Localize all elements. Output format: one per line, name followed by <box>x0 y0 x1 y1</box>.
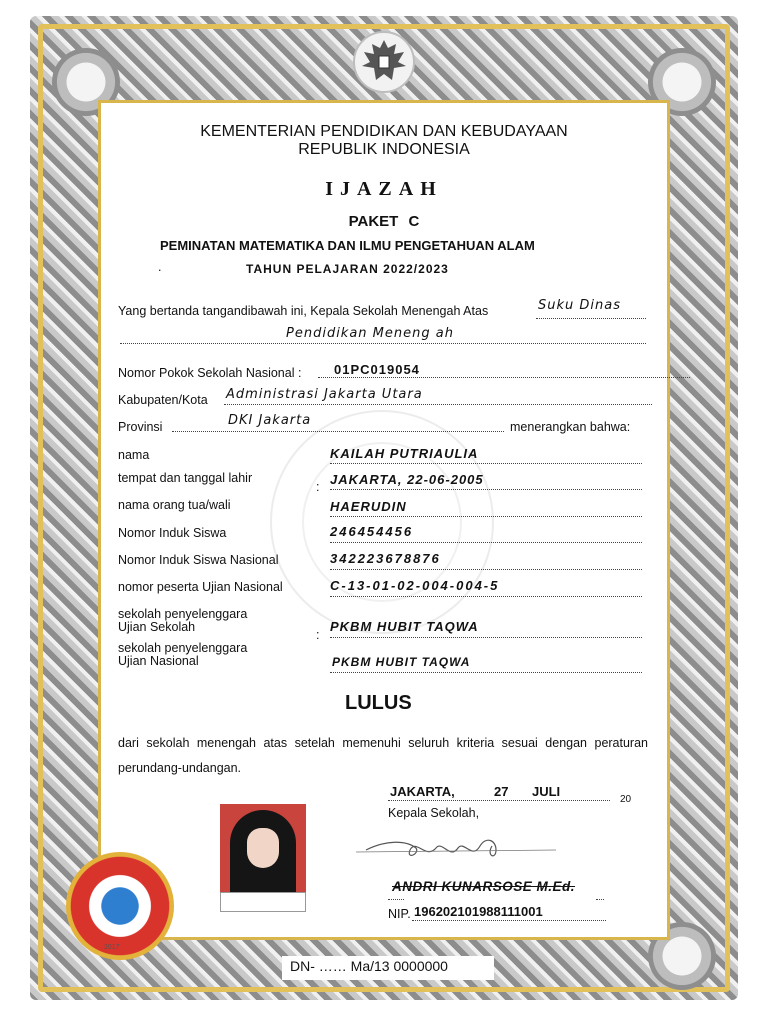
nip-value: 196202101988111001 <box>414 904 543 919</box>
menerangkan-label: menerangkan bahwa: <box>510 420 631 434</box>
result-status: LULUS <box>345 692 412 714</box>
field-label-line2: Ujian Nasional <box>118 654 199 668</box>
field-value: JAKARTA, 22-06-2005 <box>330 472 484 487</box>
sign-month: JULI <box>532 784 561 799</box>
academic-year: TAHUN PELAJARAN 2022/2023 <box>246 262 449 276</box>
serial-number: DN- …… Ma/13 0000000 <box>290 958 448 974</box>
field-label: Nomor Induk Siswa <box>118 526 227 540</box>
sign-year-partial: 20 <box>620 794 632 805</box>
field-value: PKBM HUBIT TAQWA <box>330 619 479 634</box>
npsn-value: 01PC019054 <box>334 362 420 377</box>
sign-role: Kepala Sekolah, <box>388 806 480 820</box>
field-value: HAERUDIN <box>330 499 407 514</box>
intro-value-2: Pendidikan Meneng ah <box>286 326 454 341</box>
nip-label: NIP. <box>388 907 411 921</box>
principal-name: ANDRI KUNARSOSE M.Ed. <box>392 879 576 894</box>
kabupaten-label: Kabupaten/Kota <box>118 393 208 407</box>
field-label: nomor peserta Ujian Nasional <box>118 580 283 594</box>
ministry-line-2: REPUBLIK INDONESIA <box>298 141 470 158</box>
field-label: nama <box>118 448 150 462</box>
field-value: 342223678876 <box>330 551 441 566</box>
intro-value-1: Suku Dinas <box>538 298 621 313</box>
provinsi-label: Provinsi <box>118 420 163 434</box>
intro-label: Yang bertanda tangandibawah ini, Kepala Sekolah Menengah Atas <box>118 304 489 318</box>
photo-caption-box <box>220 892 306 912</box>
school-seal-icon <box>66 852 174 960</box>
paket-label: PAKET C <box>348 213 420 230</box>
field-value: C-13-01-02-004-004-5 <box>330 578 500 593</box>
field-label <box>118 642 247 668</box>
document-title: IJAZAH <box>325 178 443 200</box>
sign-day: 27 <box>494 784 509 799</box>
field-label-line1: sekolah penyelenggara <box>118 641 248 655</box>
statement-text: dari sekolah menengah atas setelah memenuhi seluruh kriteria sesuai dengan peraturan perundang-undangan. <box>118 736 648 775</box>
sign-city: JAKARTA, <box>390 784 455 799</box>
field-label-line1: sekolah penyelenggara <box>118 607 248 621</box>
field-label-line2: Ujian Sekolah <box>118 620 196 634</box>
field-value: 246454456 <box>330 524 414 539</box>
garuda-emblem-icon <box>352 30 416 94</box>
field-label: Nomor Induk Siswa Nasional <box>118 553 279 567</box>
field-colon: : <box>316 480 320 494</box>
stray-dot: . <box>158 260 162 274</box>
school-watermark <box>270 410 494 634</box>
ministry-line-1: KEMENTERIAN PENDIDIKAN DAN KEBUDAYAAN <box>200 123 568 140</box>
npsn-label: Nomor Pokok Sekolah Nasional : <box>118 366 302 380</box>
field-value: KAILAH PUTRIAULIA <box>330 446 479 461</box>
field-colon: : <box>316 628 320 642</box>
kabupaten-value: Administrasi Jakarta Utara <box>226 387 423 402</box>
signature-scribble-icon <box>346 820 566 870</box>
peminatan-label: PEMINATAN MATEMATIKA DAN ILMU PENGETAHUAN ALAM <box>160 238 535 253</box>
provinsi-value: DKI Jakarta <box>228 413 312 428</box>
field-label: tempat dan tanggal lahir <box>118 471 253 485</box>
field-label <box>118 608 247 634</box>
field-value: PKBM HUBIT TAQWA <box>332 655 471 669</box>
field-label: nama orang tua/wali <box>118 498 231 512</box>
seal-year: 2017 <box>104 944 120 951</box>
